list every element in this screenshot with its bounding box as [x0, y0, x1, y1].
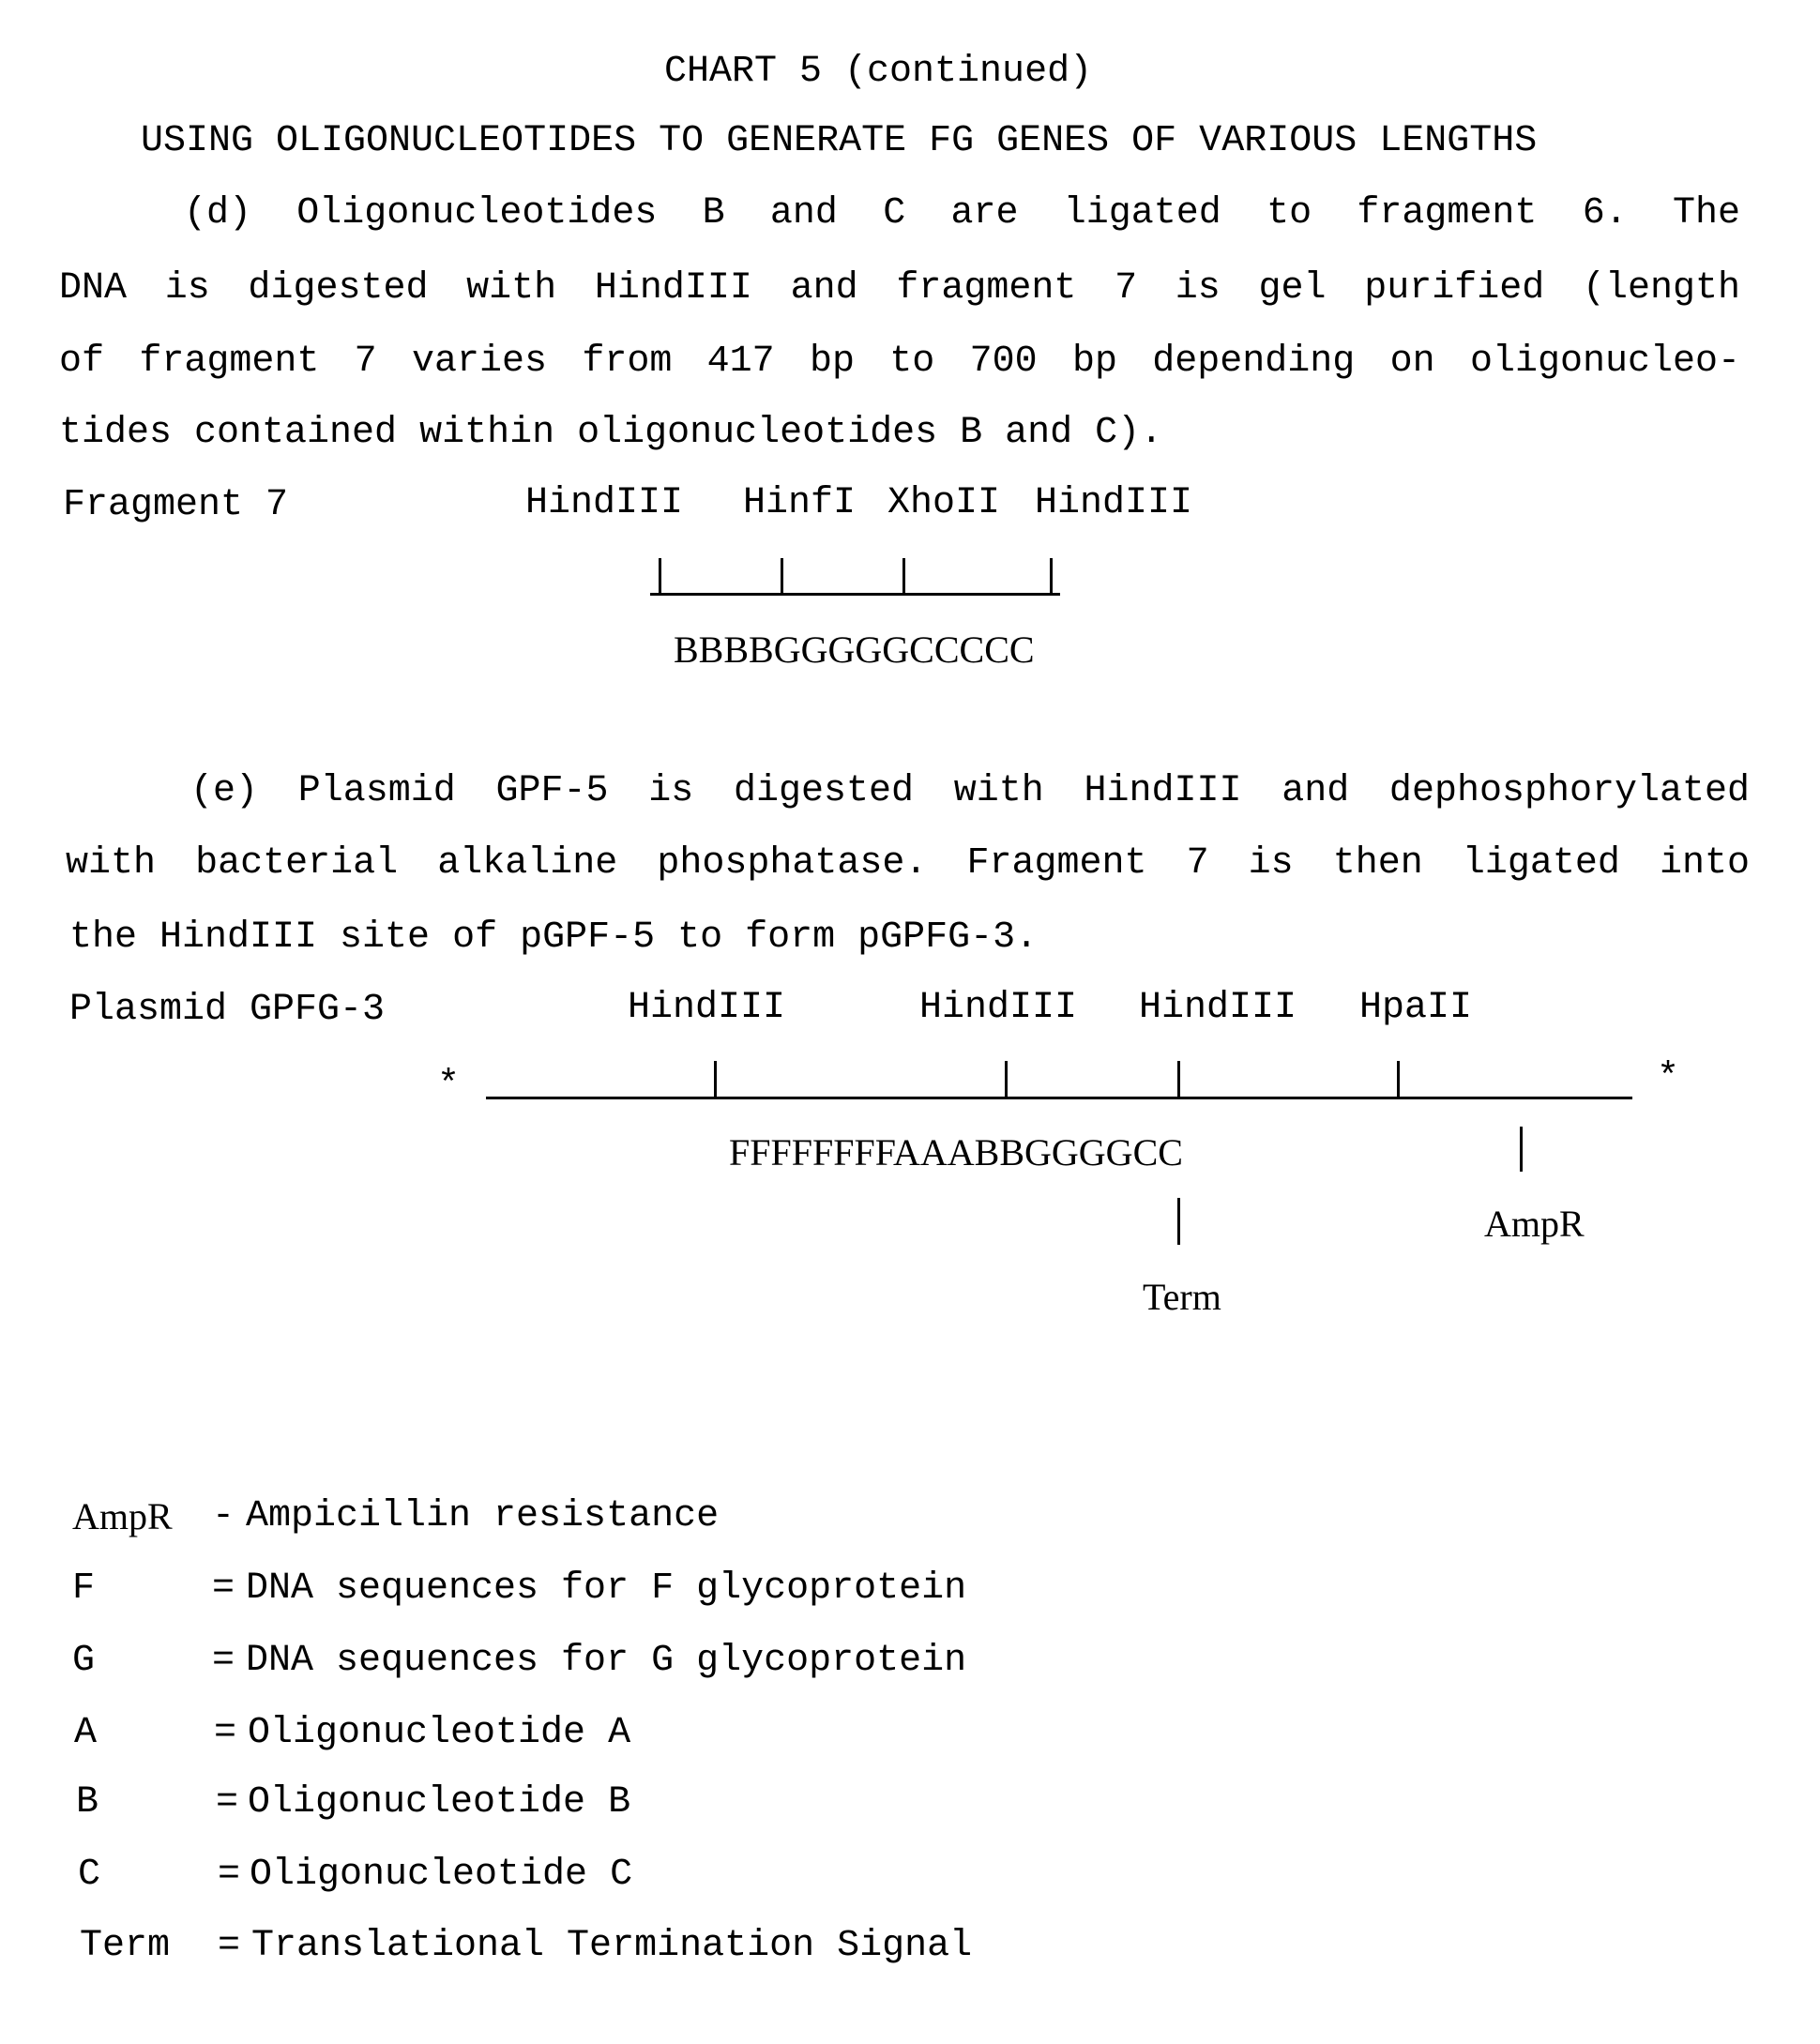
legend-key: C [78, 1852, 100, 1899]
step-d-line: tides contained within oligonucleotides B and C). [59, 410, 1162, 457]
plasmid-line [486, 1097, 1632, 1099]
legend-desc: Ampicillin resistance [246, 1493, 719, 1540]
plasmid-label: Plasmid GPFG-3 [69, 987, 385, 1034]
legend-sep: = [216, 1779, 238, 1826]
legend-desc: Oligonucleotide C [250, 1852, 632, 1899]
site-tick [1397, 1061, 1400, 1098]
step-d-line: DNA is digested with HindIII and fragment 7 is gel purified (length [59, 265, 1740, 312]
step-e-line: with bacterial alkaline phosphatase. Fragment 7 is then ligated into [66, 840, 1750, 887]
fragment7-line [650, 593, 1060, 596]
site-tick [781, 558, 783, 596]
ampr-label: AmpR [1484, 1201, 1585, 1248]
legend-sep: = [218, 1852, 240, 1899]
step-e-line: the HindIII site of pGPF-5 to form pGPFG-3. [69, 915, 1038, 961]
step-e-line: (e) Plasmid GPF-5 is digested with HindIII and dephosphorylated [190, 768, 1750, 815]
ampr-marker [1520, 1127, 1523, 1172]
site-tick [1050, 558, 1053, 596]
site-tick [902, 558, 905, 596]
step-d-line: of fragment 7 varies from 417 bp to 700 bp depending on oligonucleo- [59, 339, 1740, 386]
legend-desc: Oligonucleotide B [248, 1779, 630, 1826]
legend-key: Term [80, 1923, 170, 1970]
legend-key: A [74, 1710, 97, 1757]
legend-sep: = [218, 1923, 240, 1970]
step-d-line: (d) Oligonucleotides B and C are ligated to fragment 6. The [184, 190, 1740, 237]
legend-sep: = [212, 1566, 235, 1612]
legend-sep: = [214, 1710, 236, 1757]
legend-desc: Oligonucleotide A [248, 1710, 630, 1757]
plasmid-end-marker: * [437, 1063, 460, 1110]
legend-key: F [72, 1566, 95, 1612]
site-label: HindIII [628, 985, 785, 1032]
site-label: HpaII [1359, 985, 1472, 1032]
legend-desc: Translational Termination Signal [251, 1923, 972, 1970]
legend-key: G [72, 1638, 95, 1685]
legend-sep: - [212, 1493, 235, 1540]
term-marker [1177, 1198, 1180, 1245]
legend-key: B [76, 1779, 99, 1826]
legend-sep: = [212, 1638, 235, 1685]
plasmid-sequence: FFFFFFFFAAABBGGGGCC [729, 1129, 1183, 1176]
site-label: HindIII [1035, 480, 1192, 527]
legend-desc: DNA sequences for G glycoprotein [246, 1638, 966, 1685]
site-label: HindIII [525, 480, 683, 527]
fragment7-sequence: BBBBGGGGGCCCCC [674, 627, 1035, 674]
site-tick [714, 1061, 717, 1098]
term-label: Term [1143, 1274, 1221, 1321]
site-tick [1177, 1061, 1180, 1098]
chart-subtitle: USING OLIGONUCLEOTIDES TO GENERATE FG GENES OF VARIOUS LENGTHS [141, 118, 1537, 165]
plasmid-end-marker: * [1657, 1055, 1679, 1102]
site-label: HindIII [1139, 985, 1297, 1032]
site-label: HindIII [919, 985, 1077, 1032]
fragment7-label: Fragment 7 [63, 482, 288, 529]
site-tick [1005, 1061, 1008, 1098]
chart-title: CHART 5 (continued) [664, 49, 1092, 96]
legend-key: AmpR [72, 1493, 173, 1540]
legend-desc: DNA sequences for F glycoprotein [246, 1566, 966, 1612]
site-tick [659, 558, 661, 596]
site-label: HinfI [743, 480, 856, 527]
site-label: XhoII [887, 480, 1000, 527]
